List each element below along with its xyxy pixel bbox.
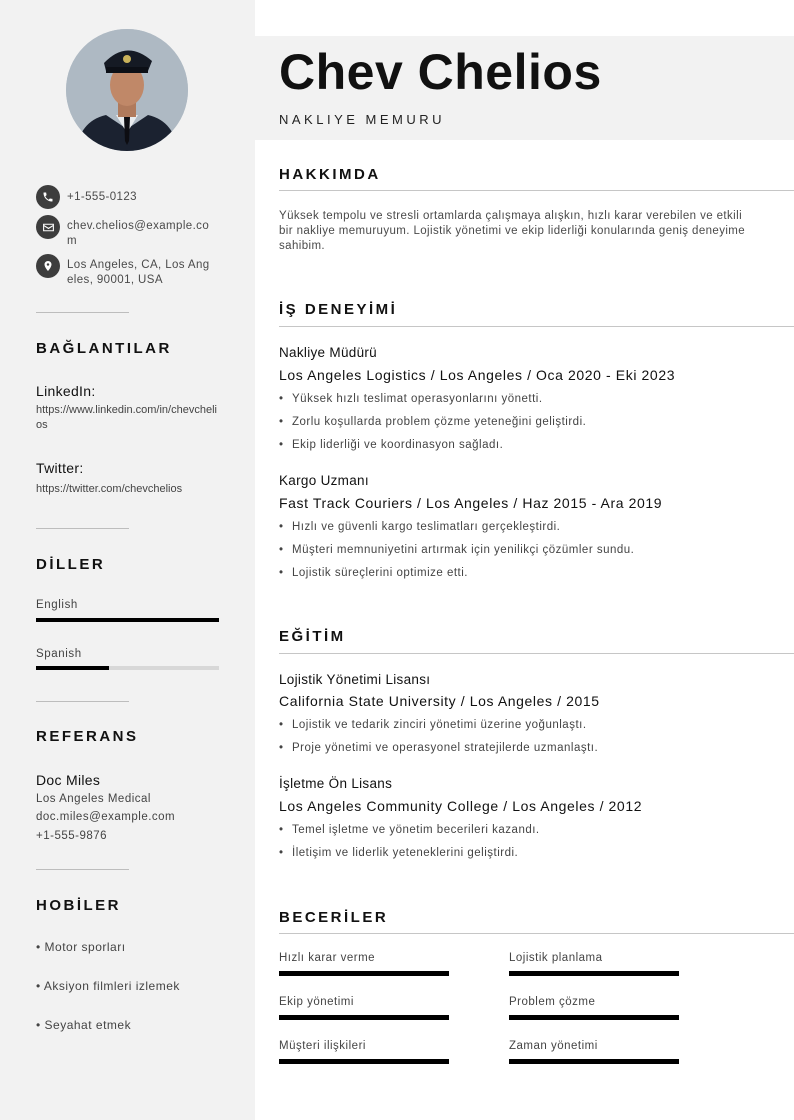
job-position: Kargo Uzmanı xyxy=(279,473,369,488)
section-rule xyxy=(279,653,794,654)
job-bullet: • Lojistik süreçlerini optimize etti. xyxy=(279,567,469,579)
education-bullet: • İletişim ve liderlik yeteneklerini geliştirdi. xyxy=(279,847,519,859)
section-rule xyxy=(279,190,794,191)
education-bullet: • Proje yönetimi ve operasyonel stratejilerde uzmanlaştı. xyxy=(279,742,599,754)
reference-name: Doc Miles xyxy=(36,772,101,788)
education-bullet: • Lojistik ve tedarik zinciri yönetimi üzerine yoğunlaştı. xyxy=(279,719,587,731)
skill-name: Hızlı karar verme xyxy=(279,952,376,964)
hobby-item: • Aksiyon filmleri izlemek xyxy=(36,979,180,993)
education-bullet: • Temel işletme ve yönetim becerileri kazandı. xyxy=(279,824,540,836)
job-company-line: Los Angeles Logistics / Los Angeles / Oca 2020 - Eki 2023 xyxy=(279,367,676,383)
job-bullet: • Hızlı ve güvenli kargo teslimatları gerçekleştirdi. xyxy=(279,521,561,533)
sidebar-divider xyxy=(36,701,129,702)
profile-photo xyxy=(66,29,188,151)
about-text: Yüksek tempolu ve stresli ortamlarda çalışmaya alışkın, hızlı karar verebilen ve etkili bir nakliye memuruyum. Lojistik yönetimi ve ekip liderliği konularında geniş deneyime sahibim. xyxy=(279,210,746,252)
about-heading: HAKKIMDA xyxy=(279,166,381,183)
job-title: NAKLIYE MEMURU xyxy=(279,112,446,127)
links-heading: BAĞLANTILAR xyxy=(36,340,172,357)
map-pin-icon xyxy=(36,254,60,278)
contact-phone xyxy=(36,185,226,209)
skill-bar xyxy=(509,1015,679,1020)
experience-heading: İŞ DENEYİMİ xyxy=(279,301,398,318)
job-bullet: • Yüksek hızlı teslimat operasyonlarını yönetti. xyxy=(279,393,543,405)
skill-bar xyxy=(279,1059,449,1064)
job-company-line: Fast Track Couriers / Los Angeles / Haz 2015 - Ara 2019 xyxy=(279,495,663,511)
language-level-bar xyxy=(36,666,219,670)
officer-portrait-illustration xyxy=(66,29,188,151)
job-position: Nakliye Müdürü xyxy=(279,345,377,360)
skill-bar xyxy=(279,1015,449,1020)
job-bullet: • Müşteri memnuniyetini artırmak için yenilikçi çözümler sundu. xyxy=(279,544,635,556)
language-level-bar xyxy=(36,618,219,622)
skill-bar xyxy=(279,971,449,976)
reference-phone: +1-555-9876 xyxy=(36,830,108,842)
linkedin-link[interactable]: https://www.linkedin.com/in/chevchelios xyxy=(36,404,217,431)
language-name: English xyxy=(36,599,78,611)
school-line: California State University / Los Angeles / 2015 xyxy=(279,693,600,709)
job-bullet: • Zorlu koşullarda problem çözme yeteneğini geliştirdi. xyxy=(279,416,587,428)
twitter-label: Twitter: xyxy=(36,460,84,476)
skill-name: Problem çözme xyxy=(509,996,596,1008)
contact-email xyxy=(36,215,226,249)
hobbies-heading: HOBİLER xyxy=(36,897,121,914)
language-level-fill xyxy=(36,666,109,670)
skill-bar xyxy=(509,971,679,976)
skill-name: Zaman yönetimi xyxy=(509,1040,598,1052)
school-line: Los Angeles Community College / Los Angeles / 2012 xyxy=(279,798,643,814)
linkedin-label: LinkedIn: xyxy=(36,383,96,399)
languages-heading: DİLLER xyxy=(36,556,106,573)
degree-title: Lojistik Yönetimi Lisansı xyxy=(279,672,431,687)
section-rule xyxy=(279,933,794,934)
contact-address xyxy=(36,254,226,288)
reference-org: Los Angeles Medical xyxy=(36,793,151,805)
phone-text: +1-555-0123 xyxy=(67,191,137,203)
reference-email: doc.miles@example.com xyxy=(36,811,176,823)
address-text: Los Angeles, CA, Los Angeles, 90001, USA xyxy=(67,259,210,286)
reference-heading: REFERANS xyxy=(36,728,139,745)
skills-heading: BECERİLER xyxy=(279,909,389,926)
twitter-link[interactable]: https://twitter.com/chevchelios xyxy=(36,483,183,495)
email-text: chev.chelios@example.com xyxy=(67,220,210,247)
sidebar-divider xyxy=(36,869,129,870)
section-rule xyxy=(279,326,794,327)
phone-icon xyxy=(36,185,60,209)
sidebar-divider xyxy=(36,312,129,313)
envelope-icon xyxy=(36,215,60,239)
hobby-item: • Motor sporları xyxy=(36,940,126,954)
skill-bar xyxy=(509,1059,679,1064)
degree-title: İşletme Ön Lisans xyxy=(279,776,393,791)
person-name: Chev Chelios xyxy=(279,44,602,100)
hobby-item: • Seyahat etmek xyxy=(36,1018,132,1032)
job-bullet: • Ekip liderliği ve koordinasyon sağladı. xyxy=(279,439,504,451)
skill-name: Lojistik planlama xyxy=(509,952,603,964)
education-heading: EĞİTİM xyxy=(279,628,346,645)
sidebar-divider xyxy=(36,528,129,529)
skill-name: Ekip yönetimi xyxy=(279,996,354,1008)
skill-name: Müşteri ilişkileri xyxy=(279,1040,366,1052)
language-level-fill xyxy=(36,618,219,622)
language-name: Spanish xyxy=(36,648,82,660)
